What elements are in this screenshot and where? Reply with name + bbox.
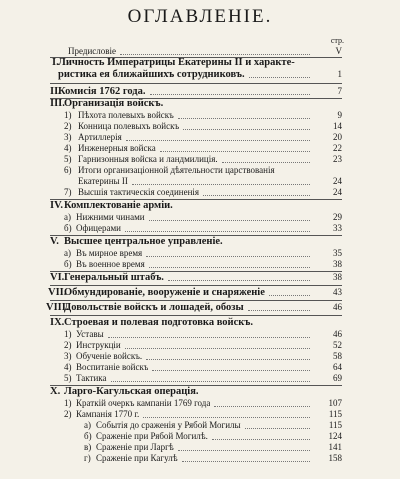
leader-dots [149, 267, 310, 268]
toc-entry-page: 33 [333, 223, 342, 233]
toc-entry-page: 38 [333, 259, 342, 269]
toc-entry-label: Сраженіе при Рябой Могилѣ. [96, 431, 208, 441]
toc-entry [0, 420, 400, 431]
leader-dots [269, 295, 310, 296]
leader-dots [120, 54, 310, 55]
toc-entry-label: Строевая и полевая подготовка войскъ. [64, 317, 254, 328]
page-title: ОГЛАВЛЕНІЕ. [127, 6, 273, 27]
leader-dots [125, 348, 310, 349]
toc-entry-number: б) [64, 259, 72, 269]
toc-entry-label: Воспитаніе войскъ [76, 362, 149, 372]
toc-entry-label: Комплектованіе арміи. [64, 200, 173, 211]
toc-entry-label: Предисловіе [68, 46, 117, 56]
toc-entry [0, 223, 400, 234]
toc-entry-label: Инструкціи [76, 340, 121, 350]
toc-entry [0, 236, 400, 247]
section-divider [50, 300, 342, 301]
leader-dots [214, 406, 310, 407]
toc-entry-label: Инженерныя войска [78, 143, 156, 153]
toc-entry-number: 2) [64, 121, 72, 131]
leader-dots [146, 256, 310, 257]
toc-entry-number: 5) [64, 154, 72, 164]
toc-entry [0, 98, 400, 109]
leader-dots [126, 140, 310, 141]
toc-entry-label: ристика ея ближайшихъ сотрудниковъ. [58, 69, 245, 80]
toc-entry-number: VIII. [46, 302, 69, 313]
toc-entry [0, 386, 400, 397]
toc-entry-number: 6) [64, 165, 72, 175]
toc-entry [0, 248, 400, 259]
leader-dots [152, 370, 310, 371]
leader-dots [168, 280, 310, 281]
leader-dots [111, 381, 310, 382]
toc-entry-label: Въ мирное время [76, 248, 143, 258]
toc-entry-number: 3) [64, 351, 72, 361]
toc-entry-label: Комисія 1762 года. [58, 86, 146, 97]
toc-entry-number: 1) [64, 110, 72, 120]
toc-entry-page: 107 [328, 398, 342, 408]
toc-entry [0, 340, 400, 351]
toc-entry-label: Офицерами [76, 223, 121, 233]
toc-entry-number: 2) [64, 409, 72, 419]
toc-entry-number: 1) [64, 329, 72, 339]
toc-entry-number: 4) [64, 143, 72, 153]
leader-dots [248, 310, 310, 311]
leader-dots [160, 151, 310, 152]
toc-entry-number: 2) [64, 340, 72, 350]
toc-entry-number: а) [84, 420, 91, 430]
toc-entry [0, 317, 400, 328]
toc-entry-number: IV. [50, 200, 63, 211]
toc-entry-label: Довольствіе войскъ и лошадей, обозы [64, 302, 244, 313]
toc-entry [0, 351, 400, 362]
leader-dots [203, 195, 310, 196]
toc-entry [0, 398, 400, 409]
toc-entry [0, 272, 400, 283]
toc-entry-page: 115 [328, 409, 342, 419]
toc-entry-number: г) [84, 453, 91, 463]
toc-entry-page: 46 [333, 329, 342, 339]
toc-entry-number: IX. [50, 317, 65, 328]
toc-entry [0, 409, 400, 420]
leader-dots [143, 417, 310, 418]
toc-entry-number: VII. [48, 287, 67, 298]
toc-entry-page: 64 [333, 362, 342, 372]
toc-entry-number: II. [50, 86, 61, 97]
toc-entry-label: Нижними чинами [76, 212, 145, 222]
toc-entry-label: Генеральный штабъ. [64, 272, 164, 283]
toc-entry-label: Пѣхота полевыхъ войскъ [78, 110, 174, 120]
toc-entry [0, 110, 400, 121]
toc-entry-page: 46 [333, 302, 342, 312]
toc-entry-page: 24 [333, 176, 342, 186]
toc-entry-page: 14 [333, 121, 342, 131]
leader-dots [245, 428, 310, 429]
toc-entry-number: 5) [64, 373, 72, 383]
toc-entry-label: Въ военное время [76, 259, 145, 269]
toc-entry-number: X. [50, 386, 61, 397]
toc-entry-label: Артиллерія [78, 132, 122, 142]
toc-entry-number: V. [50, 236, 59, 247]
toc-entry-page: 115 [328, 420, 342, 430]
toc-entry [0, 176, 400, 187]
leader-dots [212, 439, 310, 440]
toc-entry-number: 4) [64, 362, 72, 372]
toc-entry [0, 259, 400, 270]
toc-entry-label: Тактика [76, 373, 107, 383]
toc-entry-label: Краткій очеркъ кампаніи 1769 года [76, 398, 211, 408]
toc-entry-number: 3) [64, 132, 72, 142]
toc-entry-label: Обмундированіе, вооруженіе и снаряженіе [64, 287, 265, 298]
toc-entry-label: Событія до сраженія у Рябой Могилы [96, 420, 241, 430]
toc-entry-page: 22 [333, 143, 342, 153]
toc-entry-page: 9 [337, 110, 342, 120]
toc-entry-number: VI. [50, 272, 65, 283]
toc-entry-page: 141 [328, 442, 342, 452]
toc-entry [0, 46, 400, 57]
toc-entry-page: 29 [333, 212, 342, 222]
leader-dots [178, 118, 310, 119]
toc-entry-label: Конница полевыхъ войскъ [78, 121, 180, 131]
toc-entry-label: Ларго-Кагульская операція. [64, 386, 199, 397]
toc-entry [0, 165, 400, 176]
toc-entry-page: 158 [328, 453, 342, 463]
leader-dots [183, 129, 310, 130]
toc-entry-label: Обученіе войскъ. [76, 351, 143, 361]
toc-entry [0, 57, 400, 68]
toc-entry-label: Екатерины II [78, 176, 128, 186]
toc-entry-label: Организація войскъ. [64, 98, 164, 109]
toc-entry [0, 453, 400, 464]
toc-entry-number: б) [64, 223, 72, 233]
toc-entry-label: Гарнизонныя войска и ландмилиція. [78, 154, 218, 164]
leader-dots [178, 450, 310, 451]
leader-dots [108, 337, 310, 338]
toc-entry [0, 212, 400, 223]
toc-entry [0, 287, 400, 298]
toc-entry-label: Сраженіе при Кагулѣ [96, 453, 178, 463]
toc-entry-page: 20 [333, 132, 342, 142]
section-divider [50, 285, 342, 286]
toc-entry-number: 1) [64, 398, 72, 408]
toc-entry-page: 43 [333, 287, 342, 297]
toc-entry [0, 187, 400, 198]
toc-entry-page: V [335, 46, 342, 56]
leader-dots [222, 162, 310, 163]
toc-entry-label: Уставы [76, 329, 104, 339]
toc-entry [0, 329, 400, 340]
toc-entry [0, 442, 400, 453]
toc-entry-label: Итоги организаціонной дѣятельности царствованія [78, 165, 275, 175]
leader-dots [146, 359, 310, 360]
toc-entry-page: 69 [333, 373, 342, 383]
toc-entry-page: 24 [333, 187, 342, 197]
toc-entry-label: Высшее центральное управленіе. [64, 236, 223, 247]
leader-dots [125, 231, 310, 232]
toc-entry-page: 38 [333, 272, 342, 282]
toc-entry-label: Кампанія 1770 г. [76, 409, 140, 419]
toc-entry-page: 1 [337, 69, 342, 79]
toc-entry [0, 132, 400, 143]
leader-dots [249, 77, 310, 78]
leader-dots [132, 184, 310, 185]
toc-entry [0, 200, 400, 211]
page-column-header: стр. [330, 36, 344, 45]
toc-entry [0, 154, 400, 165]
toc-entry-page: 58 [333, 351, 342, 361]
toc-entry [0, 86, 400, 97]
toc-entry-number: а) [64, 248, 71, 258]
toc-entry [0, 373, 400, 384]
toc-entry [0, 143, 400, 154]
toc-entry-number: а) [64, 212, 71, 222]
toc-entry-page: 7 [337, 86, 342, 96]
toc-entry [0, 121, 400, 132]
toc-entry [0, 69, 400, 80]
toc-entry-page: 52 [333, 340, 342, 350]
toc-entry [0, 302, 400, 313]
section-divider [50, 83, 342, 84]
toc-entry-label: Высшія тактическія соединенія [78, 187, 200, 197]
toc-entry-page: 35 [333, 248, 342, 258]
toc-entry-number: в) [84, 442, 92, 452]
leader-dots [150, 94, 311, 95]
toc-entry-number: I. [52, 57, 59, 68]
leader-dots [182, 461, 310, 462]
toc-entry-number: 7) [64, 187, 72, 197]
toc-entry-label: Личность Императрицы Екатерины II и характе- [58, 57, 295, 68]
leader-dots [149, 220, 310, 221]
toc-entry-page: 124 [328, 431, 342, 441]
toc-entry-label: Сраженіе при Ларгѣ [96, 442, 174, 452]
section-divider [50, 315, 342, 316]
toc-entry-page: 23 [333, 154, 342, 164]
toc-entry-number: III. [50, 98, 65, 109]
toc-entry [0, 362, 400, 373]
toc-entry-number: б) [84, 431, 92, 441]
toc-entry [0, 431, 400, 442]
